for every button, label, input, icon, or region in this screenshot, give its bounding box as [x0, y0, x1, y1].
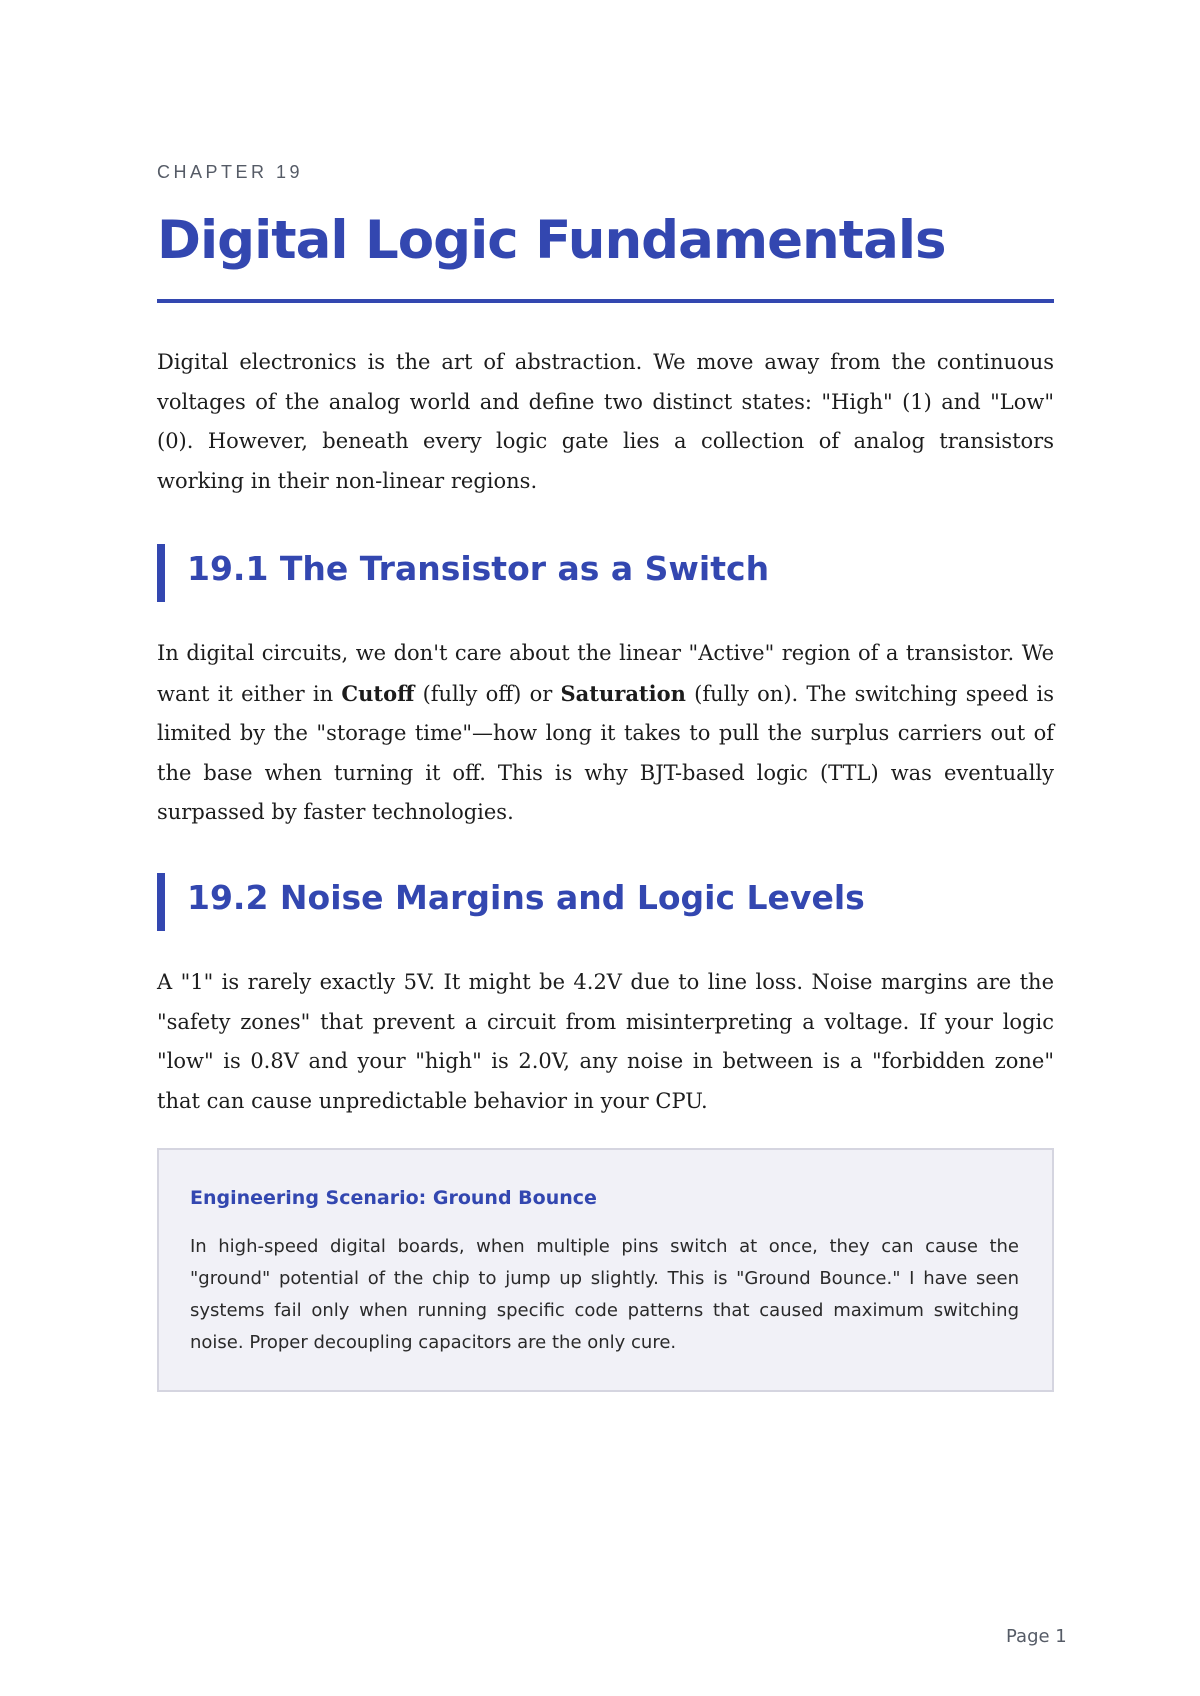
paragraph-text: (fully on). The switching speed is limited by the "storage time"—how long it takes to pull the surplus carriers out of the base when turning it off. This is why BJT-based logic (TTL) was eventually surpassed by faster technologies.	[157, 681, 1054, 824]
section-heading-19-2	[157, 873, 1054, 931]
intro-paragraph: Digital electronics is the art of abstraction. We move away from the continuous voltages of the analog world and define two distinct states: "High" (1) and "Low" (0). However, beneath every logic gate lies a collection of analog transistors working in their non-linear regions.	[157, 350, 1054, 493]
callout-body: In high-speed digital boards, when multiple pins switch at once, they can cause the "ground" potential of the chip to jump up slightly. This is "Ground Bounce." I have seen systems fail only when running specific code patterns that caused maximum switching noise. Proper decoupling capacitors are the only cure.	[190, 1236, 1019, 1353]
page-number: Page 1	[1006, 1626, 1067, 1647]
section-heading-19-1	[157, 544, 1054, 602]
transistor-switch-paragraph	[157, 634, 1054, 833]
engineering-scenario-callout	[157, 1148, 1054, 1392]
title-divider	[157, 299, 1054, 303]
chapter-label: CHAPTER 19	[157, 162, 304, 182]
section-title: 19.1 The Transistor as a Switch	[187, 549, 770, 588]
section-accent-bar	[157, 873, 165, 931]
chapter-title: Digital Logic Fundamentals	[157, 210, 946, 271]
callout-title: Engineering Scenario: Ground Bounce	[190, 1187, 597, 1209]
noise-margins-paragraph: A "1" is rarely exactly 5V. It might be 4.2V due to line loss. Noise margins are the "safety zones" that prevent a circuit from misinterpreting a voltage. If your logic "low" is 0.8V and your "high" is 2.0V, any noise in between is a "forbidden zone" that can cause unpredictable behavior in your CPU.	[157, 970, 1054, 1113]
section-accent-bar	[157, 544, 165, 602]
section-title: 19.2 Noise Margins and Logic Levels	[187, 878, 865, 917]
bold-term-cutoff: Cutoff	[341, 680, 415, 706]
paragraph-text: (fully off) or	[414, 681, 561, 706]
paragraph-text: In digital circuits, we don't care about the linear "Active" region of a transistor. We want it either in	[157, 641, 1054, 706]
bold-term-saturation: Saturation	[560, 680, 686, 706]
